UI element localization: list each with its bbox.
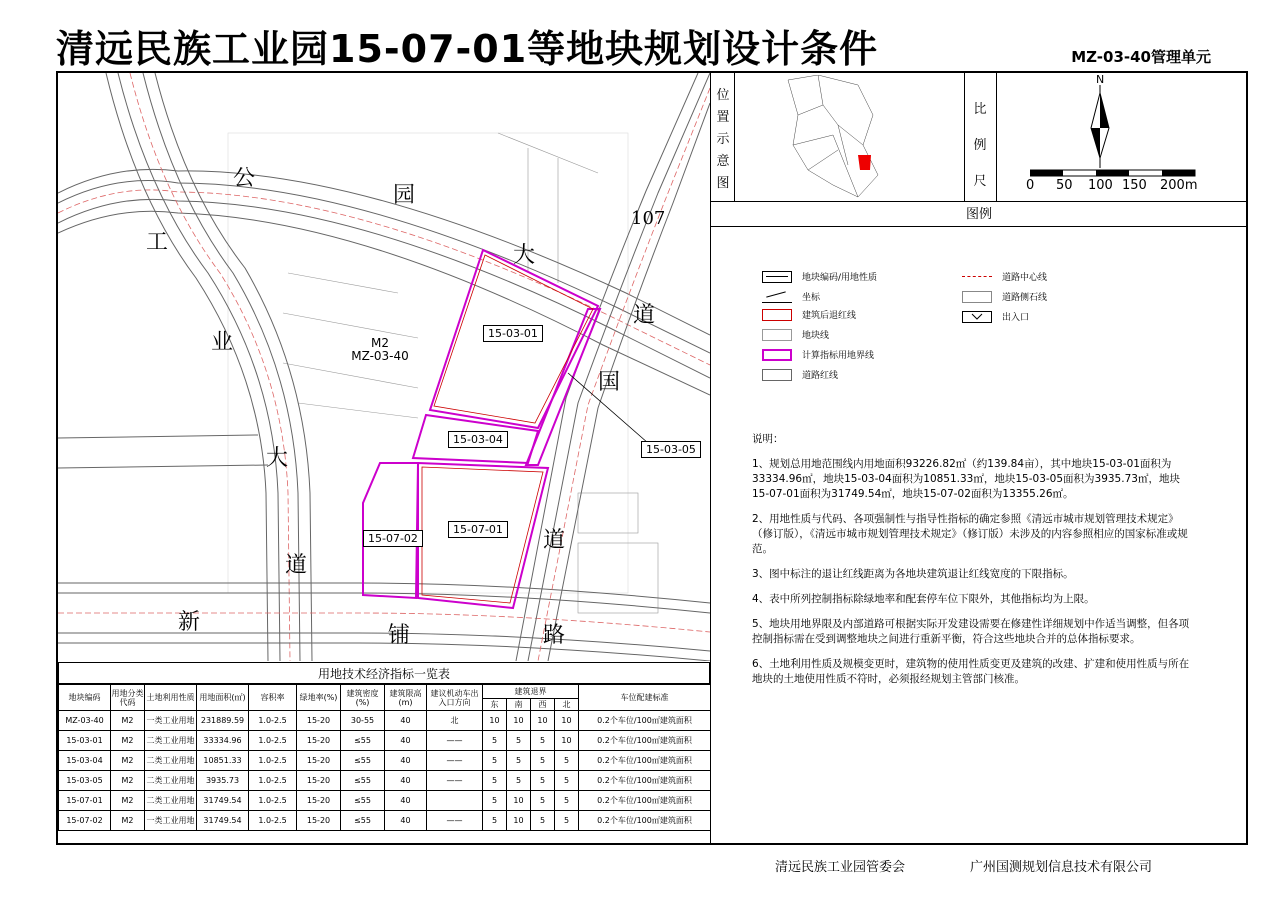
- table-cell-s: 5: [507, 731, 531, 751]
- th-cat: 用地分类代码: [111, 685, 145, 711]
- north-label: N: [1096, 73, 1105, 86]
- table-cell-cat: M2: [111, 771, 145, 791]
- table-cell-height: 40: [385, 731, 427, 751]
- table-cell-cat: M2: [111, 811, 145, 831]
- table-cell-entry: [427, 791, 483, 811]
- parcel-line-icon: [762, 329, 792, 341]
- table-cell-area: 231889.59: [197, 711, 249, 731]
- table-row: [59, 731, 711, 751]
- table-row: [59, 791, 711, 811]
- table-cell-e: 5: [483, 791, 507, 811]
- table-cell-code: 15-07-01: [59, 791, 111, 811]
- entrance-icon: [962, 311, 992, 323]
- table-cell-parking: 0.2个车位/100㎡建筑面积: [579, 711, 711, 731]
- parcel-label-15-03-05: 15-03-05: [641, 441, 701, 458]
- scale-divider-right: [996, 73, 997, 201]
- table-cell-far: 1.0-2.5: [249, 711, 297, 731]
- setback-line-icon: [762, 309, 792, 321]
- table-cell-entry: ——: [427, 811, 483, 831]
- table-cell-green: 15-20: [297, 811, 341, 831]
- table-cell-w: 5: [531, 751, 555, 771]
- table-cell-code: 15-03-01: [59, 731, 111, 751]
- table-cell-entry: ——: [427, 771, 483, 791]
- table-cell-density: ≤55: [341, 751, 385, 771]
- table-cell-height: 40: [385, 811, 427, 831]
- table-cell-cat: M2: [111, 791, 145, 811]
- table-cell-code: 15-07-02: [59, 811, 111, 831]
- road-label-ye: 业: [211, 330, 234, 355]
- legend-item-coordinate: 坐标: [762, 290, 820, 303]
- scale-tick-100: 100: [1088, 178, 1113, 193]
- table-cell-height: 40: [385, 711, 427, 731]
- table-cell-parking: 0.2个车位/100㎡建筑面积: [579, 731, 711, 751]
- table-cell-density: 30-55: [341, 711, 385, 731]
- table-cell-use: 二类工业用地: [145, 791, 197, 811]
- legend-item-road-red: 道路红线: [762, 368, 838, 381]
- note-2: 2、用地性质与代码、各项强制性与指导性指标的确定参照《清远市城市规划管理技术规定》（修订版），《清远市城市规划管理技术规定》（修订版）未涉及的内容参照相应的国家标准或规范。: [752, 513, 1188, 555]
- road-label-pu: 铺: [388, 623, 411, 648]
- table-cell-e: 5: [483, 751, 507, 771]
- parcel-code-icon: [762, 271, 792, 283]
- note-5: 5、地块用地界限及内部道路可根据实际开发建设需要在修建性详细规划中作适当调整，但各项控制指标需在受到调整地块之间进行重新平衡，符合这些地块合并的总体指标要求。: [752, 618, 1190, 645]
- table-cell-parking: 0.2个车位/100㎡建筑面积: [579, 751, 711, 771]
- table-cell-area: 3935.73: [197, 771, 249, 791]
- scale-tick-200: 200m: [1160, 178, 1198, 193]
- legend-item-road-center: 道路中心线: [962, 270, 1047, 283]
- road-center-line-icon: [962, 271, 992, 283]
- notes-title: 说明：: [752, 433, 784, 445]
- table-cell-s: 5: [507, 771, 531, 791]
- table-cell-green: 15-20: [297, 751, 341, 771]
- legend-title: 图例: [965, 207, 992, 222]
- table-cell-parking: 0.2个车位/100㎡建筑面积: [579, 791, 711, 811]
- table-cell-s: 10: [507, 811, 531, 831]
- road-label-da-top: 大: [513, 243, 536, 268]
- scale-divider-left: [964, 73, 965, 201]
- table-cell-density: ≤55: [341, 731, 385, 751]
- table-row: [59, 711, 711, 731]
- indicator-table: [58, 684, 711, 831]
- table-cell-e: 5: [483, 771, 507, 791]
- parcel-label-15-03-04: 15-03-04: [448, 431, 508, 448]
- th-use: 土地利用性质: [145, 685, 197, 711]
- location-label: 位 置 示 意 图: [716, 88, 730, 191]
- location-divider: [734, 73, 735, 201]
- table-cell-entry: ——: [427, 751, 483, 771]
- road-red-line-icon: [762, 369, 792, 381]
- road-label-dao-right: 道: [543, 528, 566, 553]
- table-cell-green: 15-20: [297, 731, 341, 751]
- table-cell-w: 5: [531, 791, 555, 811]
- table-cell-far: 1.0-2.5: [249, 791, 297, 811]
- table-cell-n: 5: [555, 771, 579, 791]
- table-cell-green: 15-20: [297, 771, 341, 791]
- table-cell-s: 10: [507, 791, 531, 811]
- zone-code: M2: [371, 336, 389, 350]
- table-cell-area: 31749.54: [197, 811, 249, 831]
- table-cell-entry: 北: [427, 711, 483, 731]
- table-cell-w: 10: [531, 711, 555, 731]
- management-unit: MZ-03-40管理单元: [1071, 48, 1211, 66]
- table-row: [59, 751, 711, 771]
- table-cell-far: 1.0-2.5: [249, 751, 297, 771]
- legend-item-curb: 道路侧石线: [962, 290, 1047, 303]
- table-cell-height: 40: [385, 791, 427, 811]
- th-far: 容积率: [249, 685, 297, 711]
- table-cell-green: 15-20: [297, 791, 341, 811]
- road-label-dao-left: 道: [285, 553, 308, 578]
- parcel-label-15-07-02: 15-07-02: [363, 530, 423, 547]
- site-map: [58, 73, 710, 661]
- legend-title-divider: [710, 226, 1247, 227]
- table-cell-w: 5: [531, 731, 555, 751]
- scale-tick-0: 0: [1026, 178, 1035, 193]
- parcel-label-15-03-01: 15-03-01: [483, 325, 543, 342]
- scale-label: 比 例 尺: [973, 102, 987, 189]
- road-label-da-left: 大: [266, 446, 289, 471]
- road-label-gong-left: 工: [146, 230, 169, 255]
- table-cell-cat: M2: [111, 731, 145, 751]
- legend-item-entrance: 出入口: [962, 310, 1029, 323]
- table-cell-use: 二类工业用地: [145, 771, 197, 791]
- table-cell-green: 15-20: [297, 711, 341, 731]
- th-north: 北: [555, 699, 579, 711]
- table-cell-height: 40: [385, 771, 427, 791]
- th-south: 南: [507, 699, 531, 711]
- page-title: 清远民族工业园15-07-01等地块规划设计条件: [56, 27, 879, 71]
- th-area: 用地面积(㎡): [197, 685, 249, 711]
- note-4: 4、表中所列控制指标除绿地率和配套停车位下限外，其他指标均为上限。: [752, 593, 1095, 605]
- table-cell-entry: ——: [427, 731, 483, 751]
- road-label-guo: 国: [598, 370, 621, 395]
- table-cell-n: 10: [555, 711, 579, 731]
- th-setback: 建筑退界: [483, 685, 579, 699]
- legend-item-setback: 建筑后退红线: [762, 308, 856, 321]
- table-cell-e: 5: [483, 731, 507, 751]
- note-6: 6、土地利用性质及规模变更时，建筑物的使用性质变更及建筑的改建、扩建和使用性质与所在地块的土地使用性质不符时，必须报经规划主管部门核准。: [752, 658, 1190, 685]
- road-label-yuan: 园: [393, 183, 416, 208]
- table-cell-e: 5: [483, 811, 507, 831]
- th-code: 地块编码: [59, 685, 111, 711]
- notes: [752, 432, 1192, 697]
- table-cell-cat: M2: [111, 751, 145, 771]
- scale-tick-150: 150: [1122, 178, 1147, 193]
- table-cell-n: 5: [555, 811, 579, 831]
- table-cell-density: ≤55: [341, 791, 385, 811]
- location-map-icon: [778, 75, 898, 199]
- table-cell-far: 1.0-2.5: [249, 811, 297, 831]
- table-row: [59, 771, 711, 791]
- table-cell-parking: 0.2个车位/100㎡建筑面积: [579, 771, 711, 791]
- note-3: 3、图中标注的退让红线距离为各地块建筑退让红线宽度的下限指标。: [752, 568, 1074, 580]
- top-panel-divider: [710, 201, 1247, 202]
- th-height: 建筑限高(m): [385, 685, 427, 711]
- th-density: 建筑密度(%): [341, 685, 385, 711]
- road-label-xin: 新: [178, 610, 201, 635]
- road-label-107: 107: [631, 208, 666, 229]
- zone-unit: MZ-03-40: [351, 349, 409, 363]
- table-cell-w: 5: [531, 771, 555, 791]
- index-boundary-icon: [762, 349, 792, 361]
- table-cell-use: 二类工业用地: [145, 731, 197, 751]
- table-cell-area: 10851.33: [197, 751, 249, 771]
- road-label-lu: 路: [543, 623, 566, 648]
- table-cell-density: ≤55: [341, 771, 385, 791]
- table-cell-s: 5: [507, 751, 531, 771]
- footer-right: 广州国测规划信息技术有限公司: [970, 860, 1153, 875]
- th-parking: 车位配建标准: [579, 685, 711, 711]
- th-entry: 建议机动车出入口方向: [427, 685, 483, 711]
- table-cell-parking: 0.2个车位/100㎡建筑面积: [579, 811, 711, 831]
- table-cell-far: 1.0-2.5: [249, 771, 297, 791]
- th-green: 绿地率(%): [297, 685, 341, 711]
- note-1: 1、规划总用地范围线内用地面积93226.82㎡（约139.84亩），其中地块15-03-01面积为33334.96㎡，地块15-03-04面积为10851.33㎡，地块15-03-05面积为3935.73㎡，地块15-07-01面积为31749.54㎡，地块15-07-02面积为13355.26㎡。: [752, 458, 1180, 500]
- legend-item-index-boundary: 计算指标用地界线: [762, 348, 874, 361]
- footer-left: 清远民族工业园管委会: [775, 860, 906, 875]
- table-cell-e: 10: [483, 711, 507, 731]
- table-cell-area: 33334.96: [197, 731, 249, 751]
- table-cell-area: 31749.54: [197, 791, 249, 811]
- scale-bar: [1030, 168, 1200, 178]
- road-label-dao-top: 道: [633, 303, 656, 328]
- table-cell-code: 15-03-04: [59, 751, 111, 771]
- table-cell-code: MZ-03-40: [59, 711, 111, 731]
- parcel-label-15-07-01: 15-07-01: [448, 521, 508, 538]
- coordinate-icon: [762, 291, 792, 303]
- north-arrow-icon: [1085, 73, 1115, 173]
- legend-item-parcel-line: 地块线: [762, 328, 829, 341]
- table-cell-n: 5: [555, 791, 579, 811]
- table-cell-n: 10: [555, 731, 579, 751]
- table-cell-use: 二类工业用地: [145, 751, 197, 771]
- table-row: [59, 811, 711, 831]
- table-caption: 用地技术经济指标一览表: [58, 662, 710, 684]
- table-cell-density: ≤55: [341, 811, 385, 831]
- table-cell-code: 15-03-05: [59, 771, 111, 791]
- th-east: 东: [483, 699, 507, 711]
- table-cell-w: 5: [531, 811, 555, 831]
- legend-item-parcel-code: 地块编码/用地性质: [762, 270, 877, 283]
- table-cell-far: 1.0-2.5: [249, 731, 297, 751]
- table-cell-use: 一类工业用地: [145, 711, 197, 731]
- scale-tick-50: 50: [1056, 178, 1073, 193]
- table-cell-n: 5: [555, 751, 579, 771]
- indicator-table-wrap: [58, 662, 710, 844]
- table-cell-cat: M2: [111, 711, 145, 731]
- th-west: 西: [531, 699, 555, 711]
- curb-line-icon: [962, 291, 992, 303]
- road-label-gong: 公: [233, 166, 256, 191]
- table-cell-s: 10: [507, 711, 531, 731]
- table-cell-use: 一类工业用地: [145, 811, 197, 831]
- table-cell-height: 40: [385, 751, 427, 771]
